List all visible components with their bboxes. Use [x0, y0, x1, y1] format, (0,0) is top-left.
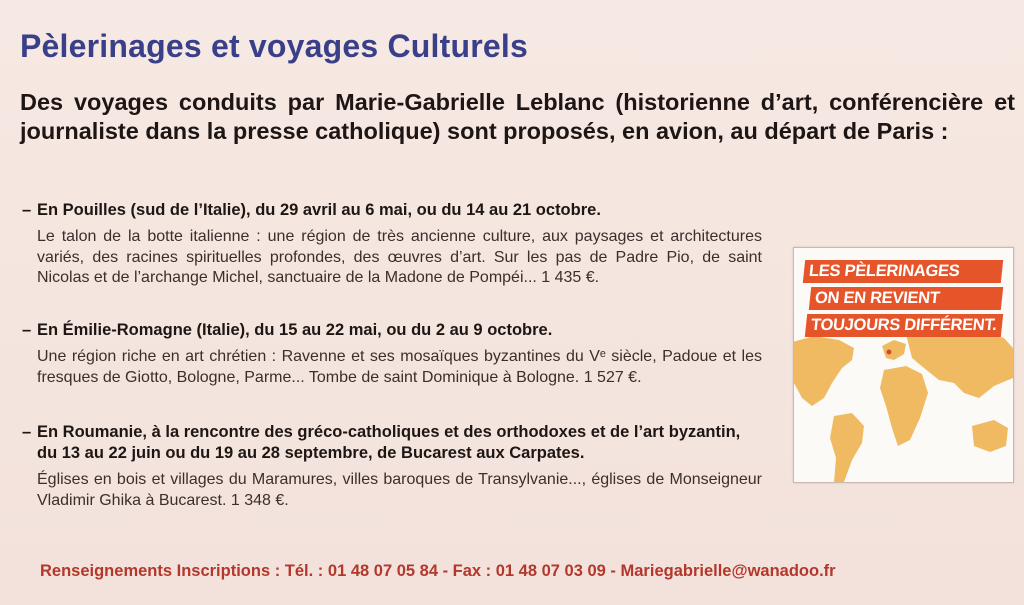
- slogan-line: LES PÈLERINAGES: [803, 260, 1003, 283]
- trip-description: Une région riche en art chrétien : Ravenne et ses mosaïques byzantines du Vᵉ siècle, Padoue et les fresques de Giotto, Bologne, Parme... Tombe de saint Dominique à Bologne. 1 527 €.: [37, 348, 762, 386]
- trip-heading-text: En Roumanie, à la rencontre des gréco-catholiques et des orthodoxes et de l’art byzantin, du 13 au 22 juin ou du 19 au 28 septembre, de Bucarest aux Carpates.: [37, 423, 741, 462]
- trip-heading-text: En Pouilles (sud de l’Italie), du 29 avril au 6 mai, ou du 14 au 21 octobre.: [37, 201, 601, 219]
- trip-item-emilie-romagne: [22, 320, 762, 393]
- badge-slogan: [804, 260, 1002, 341]
- trip-heading: [22, 320, 762, 341]
- trip-heading: [22, 200, 762, 221]
- location-marker-icon: [887, 350, 892, 355]
- contact-footer: Renseignements Inscriptions : Tél. : 01 48 07 05 84 - Fax : 01 48 07 03 09 - Mariegabrielle@wanadoo.fr: [40, 562, 836, 580]
- trip-description: Le talon de la botte italienne : une région de très ancienne culture, aux paysages et architectures variés, des racines spirituelles profondes, des œuvres d’art. Sur les pas de Padre Pio, de saint Nicolas et de l’archange Michel, sanctuaire de la Madone de Pompéi... 1 435 €.: [37, 228, 762, 286]
- dash-bullet: –: [22, 201, 32, 219]
- trip-heading: [22, 422, 762, 464]
- slogan-line: TOUJOURS DIFFÉRENT.: [805, 314, 1003, 337]
- trip-item-pouilles: [22, 200, 762, 294]
- pilgrimage-badge: [793, 247, 1014, 483]
- dash-bullet: –: [22, 423, 32, 441]
- page-title: Pèlerinages et voyages Culturels: [20, 28, 528, 64]
- slogan-line: ON EN REVIENT: [809, 287, 1003, 310]
- intro-paragraph: Des voyages conduits par Marie-Gabrielle Leblanc (historienne d’art, conférencière et journaliste dans la presse catholique) sont proposés, en avion, au départ de Paris :: [20, 89, 1015, 144]
- trip-item-roumanie: [22, 422, 762, 516]
- trip-heading-text: En Émilie-Romagne (Italie), du 15 au 22 mai, ou du 2 au 9 octobre.: [37, 321, 553, 339]
- dash-bullet: –: [22, 321, 32, 339]
- trip-description: Églises en bois et villages du Maramures, villes baroques de Transylvanie..., églises de Monseigneur Vladimir Ghika à Bucarest. 1 348 €.: [37, 471, 762, 509]
